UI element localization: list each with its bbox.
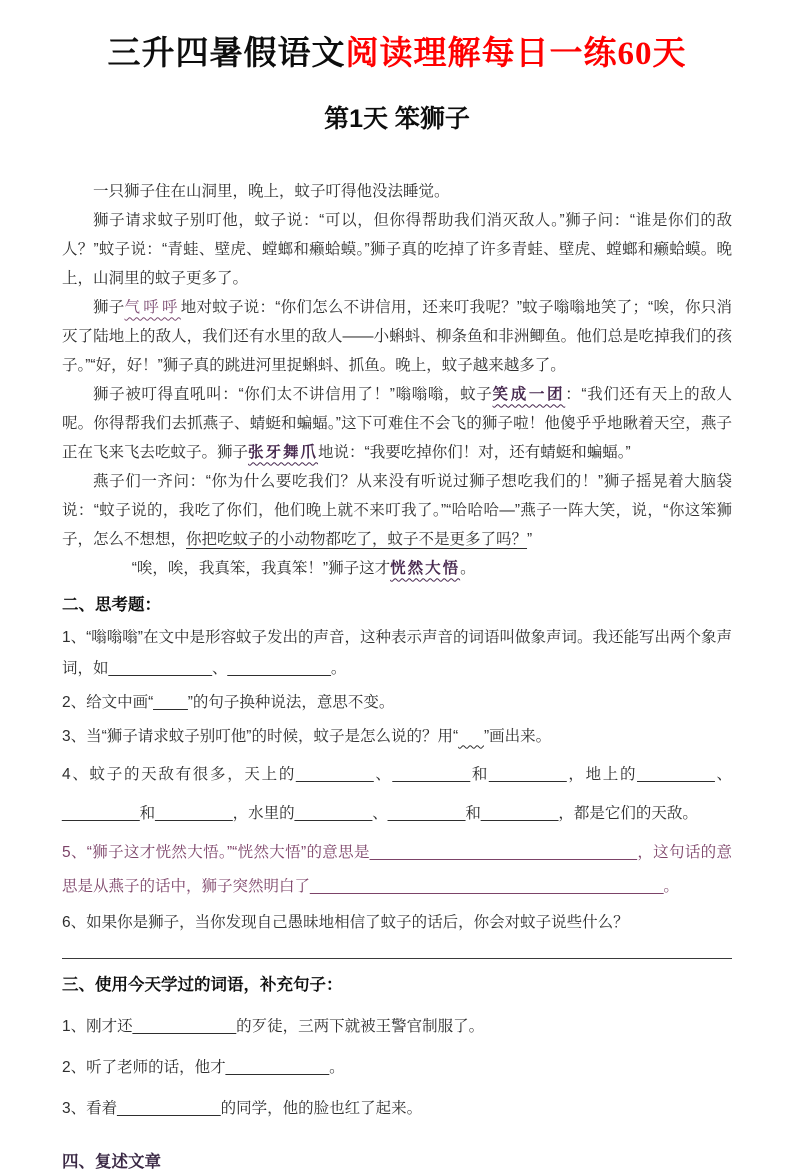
question-text-run: 3、当“狮子请求蚊子别叮他”的时候，蚊子是怎么说的？用“ [62,728,459,746]
question-5: 5、“狮子这才恍然大悟。”“恍然大悟”的意思是_______________________________，这句话的意思是从燕子的话中，狮子突然明白了_________________________________________。 [62,844,732,896]
page-title-black: 三升四暑假语文 [107,36,346,72]
emphasized-word: 张牙舞爪 [248,444,319,462]
story-text-run: 地说：“我要吃掉你们！对，还有蜻蜓和蝙蝠。” [318,444,631,462]
story-text-run: 燕子们一齐问：“你为什么要吃我们？从来没有听说过狮子想吃我们的！”狮子摇晃着大脑袋说：“蚊子说的，我吃了你们，他们晚上就不来叮我了。”“哈哈哈—”燕子一阵大笑，说，“你这笨狮子，怎么不想想， [62,473,732,549]
sentence-completion-3: 3、看着____________的同学，他的脸也红了起来。 [62,1100,423,1118]
page-title-red: 阅读理解每日一练60天 [345,36,687,72]
story-text-run: ” [527,531,533,549]
section-divider [62,958,732,959]
section2-heading: 二、思考题： [62,596,161,615]
section3-heading: 三、使用今天学过的词语，补充句子： [62,976,343,995]
day-subtitle: 第1天 笨狮子 [324,105,470,134]
story-text-run: 狮子被叮得直吼叫：“你们太不讲信用了！”嗡嗡嗡，蚊子 [93,386,493,404]
question-2: 2、给文中画“____”的句子换种说法，意思不变。 [62,694,395,712]
emphasized-word: 笑成一团 [492,386,566,404]
story-paragraph-1: 一只狮子住在山洞里，晚上，蚊子叮得他没法睡觉。 [93,183,450,201]
story-text-run: 地对蚊子说：“你们怎么不讲信用，还来叮我呢？”蚊子嗡嗡地笑了；“唉，你只消灭了陆地上的敌人，我们还有水里的敌人——小蝌蚪、柳条鱼和非洲鲫鱼。他们总是吃掉我们的孩子。”“好，好！”狮子真的跳进河里捉蝌蚪、抓鱼。晚上，蚊子越来越多了。 [62,299,732,375]
question-text-run: ”画出来。 [483,728,552,746]
page-title [62,34,732,75]
story-text-run: 狮子 [93,299,125,317]
story-text-run: 。 [460,560,476,578]
emphasized-word: 气呼呼 [124,299,181,317]
section2-questions [62,622,732,938]
story-paragraph-6 [62,554,732,583]
emphasized-word: 恍然大悟 [390,560,461,578]
story-paragraph-2: 狮子请求蚊子别叮他，蚊子说：“可以，但你得帮助我们消灭敌人。”狮子问：“谁是你们的敌人？”蚊子说：“青蛙、壁虎、螳螂和癞蛤蟆。”狮子真的吃掉了许多青蛙、壁虎、螳螂和癞蛤蟆。晚上，山洞里的蚊子更多了。 [62,212,732,288]
story-paragraph-5 [62,467,732,554]
story-paragraph-3 [62,293,732,380]
story-text-run: ：“我们还有天上的敌人呢。你得帮我们去抓燕子、蜻蜓和蝙蝠。”这下可难住不会飞的狮子啦！他傻乎乎地瞅着天空，燕子正在飞来飞去吃蚊子。狮子 [62,386,732,462]
question-6: 6、如果你是狮子，当你发现自己愚昧地相信了蚊子的话后，你会对蚊子说些什么？ [62,914,629,932]
underlined-sentence: 你把吃蚊子的小动物都吃了，蚊子不是更多了吗？ [186,531,528,549]
question-3 [62,721,732,752]
story-paragraph-4 [62,380,732,467]
question-1: 1、“嗡嗡嗡”在文中是形容蚊子发出的声音，这种表示声音的词语叫做象声词。我还能写出两个象声词，如____________、____________。 [62,629,732,678]
sentence-completion-2: 2、听了老师的话，他才____________。 [62,1059,345,1077]
section3-items [62,1014,732,1122]
wavy-line-mark [458,721,484,752]
section4-heading: 四、复述文章 [62,1153,161,1172]
sentence-completion-1: 1、刚才还____________的歹徒，三两下就被王警官制服了。 [62,1018,485,1036]
story-text-run: “唉，唉，我真笨，我真笨！”狮子这才 [131,560,391,578]
story-text [62,177,732,583]
question-4: 4、蚊子的天敌有很多，天上的_________、_________和_________，地上的_________、_________和_________，水里的_________、_________和_________，都是它们的天敌。 [62,766,732,823]
